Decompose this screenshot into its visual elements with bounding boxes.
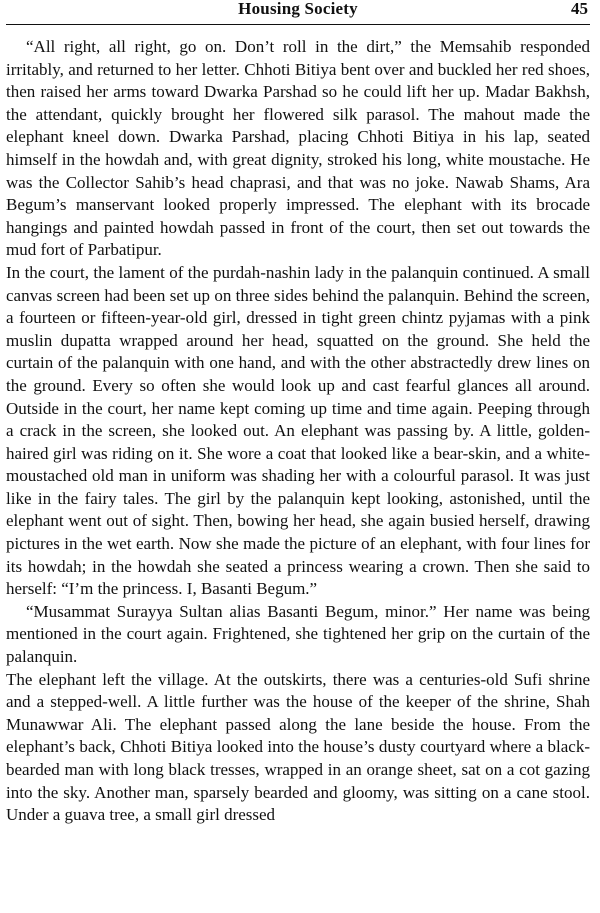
paragraph: In the court, the lament of the purdah-nashin lady in the palanquin continued. A small canvas screen had been set up on three sides behind the palanquin. Behind the screen, a fourteen or fifteen-year-old girl, dressed in tight green chintz pyjamas with a pink muslin dupatta wrapped around her head, squatted on the ground. She held the curtain of the palanquin with one hand, and with the other abstractedly drew lines on the ground. Every so often she would look up and cast fearful glances all around. Outside in the court, her name kept coming up time and time again. Peeping through a crack in the screen, she looked out. An elephant was passing by. A little, golden-haired girl was riding on it. She wore a coat that looked like a bear-skin, and a white-moustached old man in uniform was shading her with a colourful parasol. It was just like in the fairy tales. The girl by the palanquin kept looking, astonished, until the elephant went out of sight. Then, bowing her head, she again busied herself, drawing pictures in the wet earth. Now she made the picture of an elephant, with four lines for its howdah; in the howdah she seated a princess wearing a crown. Then she said to herself: “I’m the princess. I, Basanti Begum.” xyxy=(6,262,590,599)
page-number: 45 xyxy=(571,0,588,18)
paragraph: “All right, all right, go on. Don’t roll in the dirt,” the Memsahib responded irritably, and returned to her letter. Chhoti Bitiya bent over and buckled her red shoes, then raised her arms toward Dwarka Parshad so he could lift her up. Madar Bakhsh, the attendant, quickly brought her flowered silk parasol. The mahout made the elephant kneel down. Dwarka Parshad, placing Chhoti Bitiya in his lap, seated himself in the howdah and, with great dignity, stroked his long, white moustache. He was the Collector Sahib’s head chaprasi, and that was no joke. Nawab Shams, Ara Begum’s manservant looked properly impressed. The elephant with its brocade hangings and painted howdah passed in front of the court, then set out towards the mud fort of Parbatipur. xyxy=(6,37,590,260)
running-title: Housing Society xyxy=(238,0,358,18)
body-text xyxy=(6,36,590,827)
paragraph: The elephant left the village. At the outskirts, there was a centuries-old Sufi shrine and a stepped-well. A little further was the house of the keeper of the shrine, Shah Munawwar Ali. The elephant passed along the lane beside the house. From the elephant’s back, Chhoti Bitiya looked into the house’s dusty courtyard where a black-bearded man with long black tresses, wrapped in an orange sheet, sat on a cot gazing into the sky. Another man, sparsely bearded and gloomy, was sitting on a cane stool. Under a guava tree, a small girl dressed xyxy=(6,669,590,825)
paragraph: “Musammat Surayya Sultan alias Basanti Begum, minor.” Her name was being mentioned in the court again. Frightened, she tightened her grip on the curtain of the palanquin. xyxy=(6,601,590,667)
page-header xyxy=(6,0,590,25)
